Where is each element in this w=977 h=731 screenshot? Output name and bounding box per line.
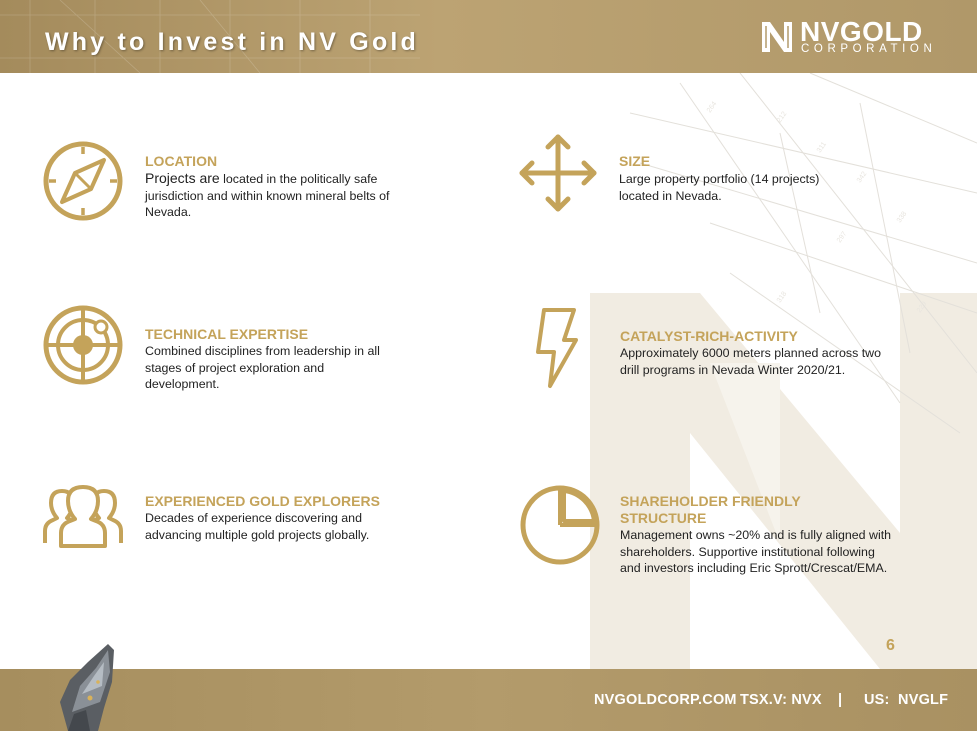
shareholder-description: Management owns ~20% and is fully aligned with shareholders. Supportive institutional following and investors including Eric Sprott/Crescat/EMA. — [620, 528, 892, 575]
location-heading: LOCATION — [145, 153, 218, 169]
size-description: Large property portfolio (14 projects) located in Nevada. — [619, 172, 820, 203]
svg-text:212: 212 — [775, 110, 789, 125]
svg-text:342: 342 — [855, 170, 869, 185]
footer-tsx-ticker: TSX.V: NVX — [740, 692, 822, 708]
experienced-explorers-description: Decades of experience discovering and advancing multiple gold projects globally. — [145, 511, 370, 542]
catalyst-description: Approximately 6000 meters planned across two drill programs in Nevada Winter 2020/21. — [620, 346, 882, 377]
svg-text:264: 264 — [705, 100, 719, 115]
location-lead-text: Projects are — [145, 170, 220, 186]
compass-icon — [41, 139, 125, 223]
logo-n-mark — [760, 20, 796, 54]
pie-chart-icon — [518, 483, 602, 567]
svg-text:338: 338 — [895, 210, 909, 225]
page-number: 6 — [886, 637, 895, 654]
footer-bar — [0, 669, 977, 731]
technical-expertise-description: Combined disciplines from leadership in all stages of project exploration and development. — [145, 344, 380, 391]
header-bar — [0, 0, 977, 73]
footer-website-link[interactable]: NVGOLDCORP.COM — [594, 692, 737, 708]
gold-ore-rock-image — [38, 642, 120, 731]
footer-us-ticker: US: NVGLF — [864, 692, 949, 708]
target-icon — [41, 303, 125, 387]
location-description — [145, 170, 415, 221]
footer-separator: | — [838, 692, 843, 708]
location-body-text: located in the politically safe jurisdiction and within known mineral belts of Nevada. — [145, 172, 390, 219]
svg-text:297: 297 — [835, 230, 849, 245]
group-icon — [41, 483, 125, 549]
logo-wordmark: NVGOLD — [800, 16, 923, 47]
lightning-icon — [530, 306, 582, 390]
shareholder-heading-line2: STRUCTURE — [620, 510, 707, 526]
technical-expertise-heading: TECHNICAL EXPERTISE — [145, 326, 309, 342]
move-arrows-icon — [518, 131, 598, 215]
size-heading: SIZE — [619, 153, 651, 169]
svg-text:229: 229 — [915, 300, 929, 315]
company-logo — [760, 16, 942, 56]
logo-subtitle: CORPORATION — [801, 43, 937, 55]
svg-text:311: 311 — [815, 140, 829, 155]
experienced-explorers-heading: EXPERIENCED GOLD EXPLORERS — [145, 493, 380, 509]
page-title: Why to Invest in NV Gold — [45, 28, 420, 56]
catalyst-heading: CATALYST-RICH-ACTIVITY — [620, 328, 798, 344]
shareholder-heading-line1: SHAREHOLDER FRIENDLY — [620, 493, 801, 509]
svg-text:318: 318 — [775, 290, 789, 305]
